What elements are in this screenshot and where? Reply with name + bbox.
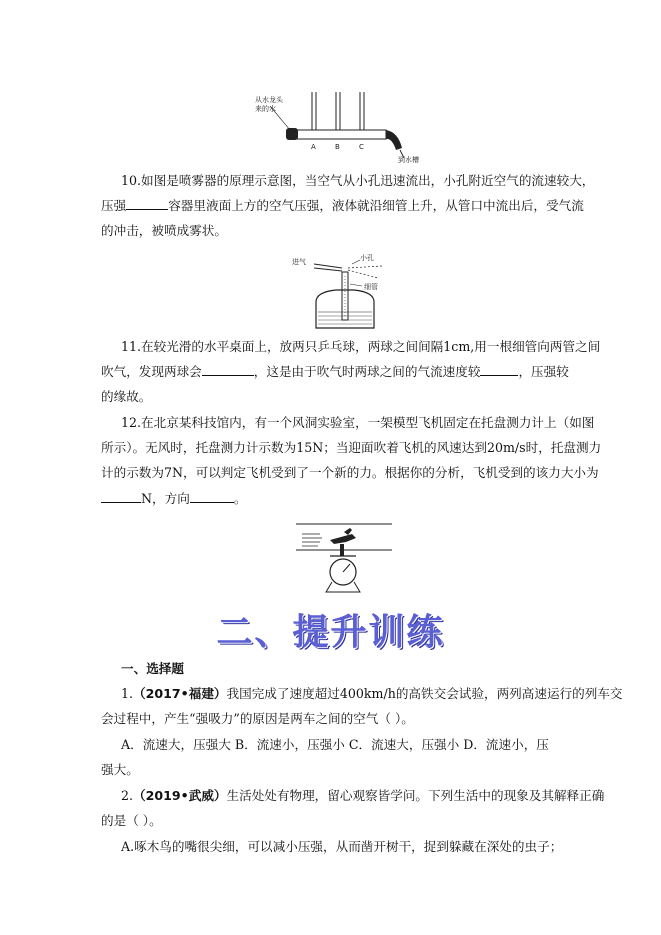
mc2-line2: 的是（ ）。: [101, 813, 162, 828]
q12-answer-blank-1[interactable]: [101, 490, 141, 503]
q10-line1: 10.如图是喷雾器的原理示意图，当空气从小孔迅速流出，小孔附近空气的流速较大，: [121, 173, 595, 188]
label-to-sink: 到水槽: [398, 156, 419, 164]
label-a: A: [311, 143, 316, 151]
q11-text-c: ，压强较: [518, 364, 569, 379]
q12-answer-blank-2[interactable]: [190, 490, 234, 503]
mc1-text: 我国完成了速度超过400km/h的高铁交会试验，两列高速运行的列车交: [226, 686, 623, 701]
q10-text-b: 容器里液面上方的空气压强，液体就沿细管上升，从管口中流出后，受气流: [168, 198, 584, 213]
mc1-source: （2017•福建）: [133, 686, 227, 701]
q12-line4: [101, 490, 246, 508]
q12-line3: 计的示数为7N，可以判定飞机受到了一个新的力。根据你的分析，飞机受到的该力大小为: [101, 465, 599, 480]
section-subtitle: 一、选择题: [121, 661, 184, 676]
label-air-in: 进气: [292, 258, 306, 266]
figure-pipe-apparatus: [250, 92, 420, 164]
mc1-options: A．流速大，压强大 B．流速小，压强小 C．流速大，压强小 D．流速小，压: [121, 737, 549, 752]
q11-answer-blank-1[interactable]: [202, 363, 254, 376]
q12-text-b: 。: [233, 491, 247, 506]
q10-line3: 的冲击，被喷成雾状。: [101, 223, 227, 238]
q11-answer-blank-2[interactable]: [480, 363, 518, 376]
mc2-number: 2.: [121, 788, 134, 803]
q11-text-a: 吹气，发现两球会: [101, 364, 202, 379]
mc1-line1: [121, 685, 623, 703]
q12-line1: 12.在北京某科技馆内，有一个风洞实验室，一架模型飞机固定在托盘测力计上（如图: [121, 415, 595, 430]
q10-line2: [101, 197, 584, 215]
label-water-in-1: 从水龙头: [255, 96, 283, 104]
q12-text-a: N，方向: [141, 491, 190, 506]
q11-line2: [101, 363, 569, 381]
label-tube: 细管: [364, 283, 378, 291]
label-b: B: [335, 143, 340, 151]
mc2-text: 生活处处有物理，留心观察皆学问。下列生活中的现象及其解释正确: [226, 788, 605, 803]
label-c: C: [359, 143, 364, 151]
q10-text-a: 压强: [101, 198, 127, 213]
section-title: 二、提升训练: [216, 612, 445, 653]
label-water-in-2: 来的水: [255, 105, 276, 113]
mc1-number: 1.: [121, 686, 134, 701]
q11-line3: 的缘故。: [101, 389, 152, 404]
q10-answer-blank[interactable]: [126, 197, 168, 210]
mc1-line2: 会过程中，产生“强吸力”的原因是两车之间的空气（ ）。: [101, 711, 414, 726]
mc2-line1: [121, 787, 604, 805]
q11-text-b: ，这是由于吹气时两球之间的气流速度较: [253, 364, 481, 379]
q11-line1: 11.在较光滑的水平桌面上，放两只乒乓球，两球之间间隔1cm,用一根细管向两管之间: [121, 339, 601, 354]
mc1-line4: 强大。: [101, 762, 139, 777]
q12-line2: 所示）。无风时，托盘测力计示数为15N；当迎面吹着飞机的风速达到20m/s时，托盘测力: [101, 440, 602, 455]
mc2-option-a: A.啄木鸟的嘴很尖细，可以减小压强，从而凿开树干，捉到躲藏在深处的虫子；: [121, 839, 563, 854]
figure-wind-tunnel: [294, 520, 394, 596]
mc2-source: （2019•武威）: [133, 788, 227, 803]
figure-sprayer: [290, 252, 400, 330]
label-hole: 小孔: [360, 254, 374, 262]
